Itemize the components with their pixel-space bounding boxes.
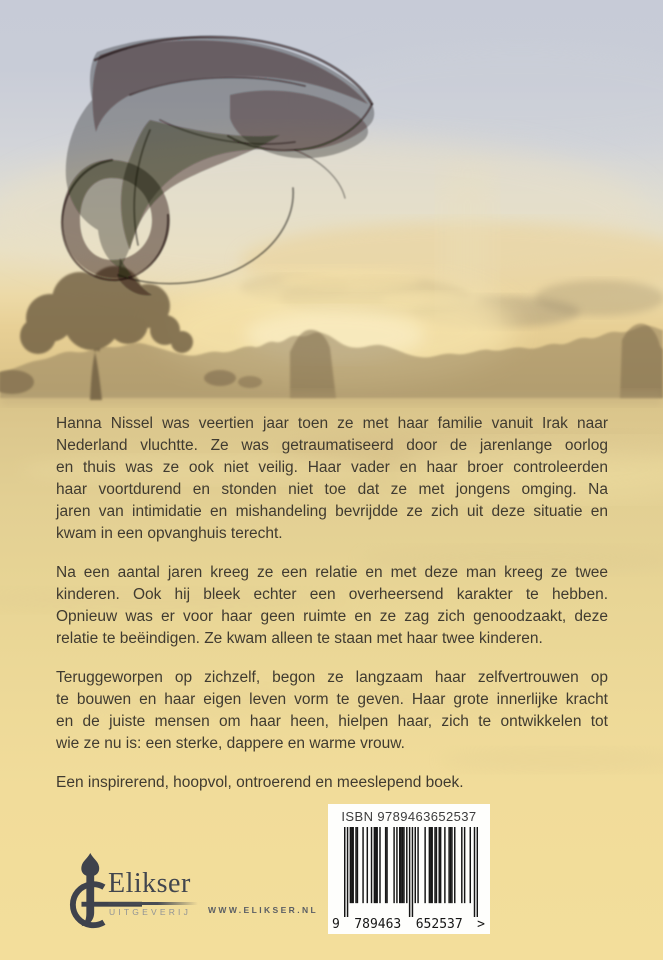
blurb-line: kwam in een opvanghuis terecht. — [56, 525, 283, 542]
publisher-name: Elikser — [108, 868, 191, 899]
barcode-digits — [331, 917, 486, 932]
barcode-digit-group1: 789463 — [354, 917, 402, 932]
blurb-line: jaren van intimidatie en mishandeling bevrijdde ze zich uit deze situatie en — [56, 503, 608, 520]
barcode-digit-group2: 652537 — [415, 917, 463, 932]
blurb-paragraph — [56, 772, 608, 794]
publisher-logo — [58, 848, 338, 940]
blurb-line: kinderen. Ook hij bleek echter een overheersend karakter te hebben. — [56, 586, 608, 603]
barcode-chevron: > — [477, 917, 485, 932]
blurb — [56, 413, 608, 811]
barcode-bars — [344, 827, 478, 917]
blurb-line: Nederland vluchtte. Ze was getraumatiseerd door de jarenlange oorlog — [56, 437, 608, 454]
blurb-paragraph — [56, 413, 608, 545]
blurb-line: Teruggeworpen op zichzelf, begon ze langzaam haar zelfvertrouwen op — [56, 669, 608, 686]
blurb-line: haar voortdurend en stonden niet toe dat ze met jongens omging. Na — [56, 481, 608, 498]
blurb-line: Na een aantal jaren kreeg ze een relatie en met deze man kreeg ze twee — [56, 564, 608, 581]
barcode-digit-left: 9 — [332, 917, 340, 932]
blurb-line: te bouwen en haar eigen leven vorm te geven. Haar grote innerlijke kracht — [56, 691, 608, 708]
blurb-line: wie ze nu is: een sterke, dappere en warme vrouw. — [56, 735, 405, 752]
blurb-line: relatie te beëindigen. Ze kwam alleen te staan met haar twee kinderen. — [56, 630, 543, 647]
barcode — [328, 804, 490, 934]
blurb-line: en thuis was ze ook niet veilig. Haar vader en haar broer controleerden — [56, 459, 608, 476]
blurb-line: en de juiste mensen om haar heen, hielpen haar, zich te ontwikkelen tot — [56, 713, 608, 730]
publisher-tagline: UITGEVERIJ — [109, 907, 192, 917]
isbn-label: ISBN 9789463652537 — [341, 809, 477, 824]
blurb-paragraph — [56, 667, 608, 755]
blurb-line: Een inspirerend, hoopvol, ontroerend en meeslepend boek. — [56, 774, 464, 791]
logo-swoosh — [108, 902, 198, 905]
publisher-website: WWW.ELIKSER.NL — [208, 905, 319, 915]
blurb-line: Opnieuw was er voor haar geen ruimte en ze zag zich genoodzaakt, deze — [56, 608, 608, 625]
blurb-line: Hanna Nissel was veertien jaar toen ze met haar familie vanuit Irak naar — [56, 415, 608, 432]
blurb-paragraph — [56, 562, 608, 650]
